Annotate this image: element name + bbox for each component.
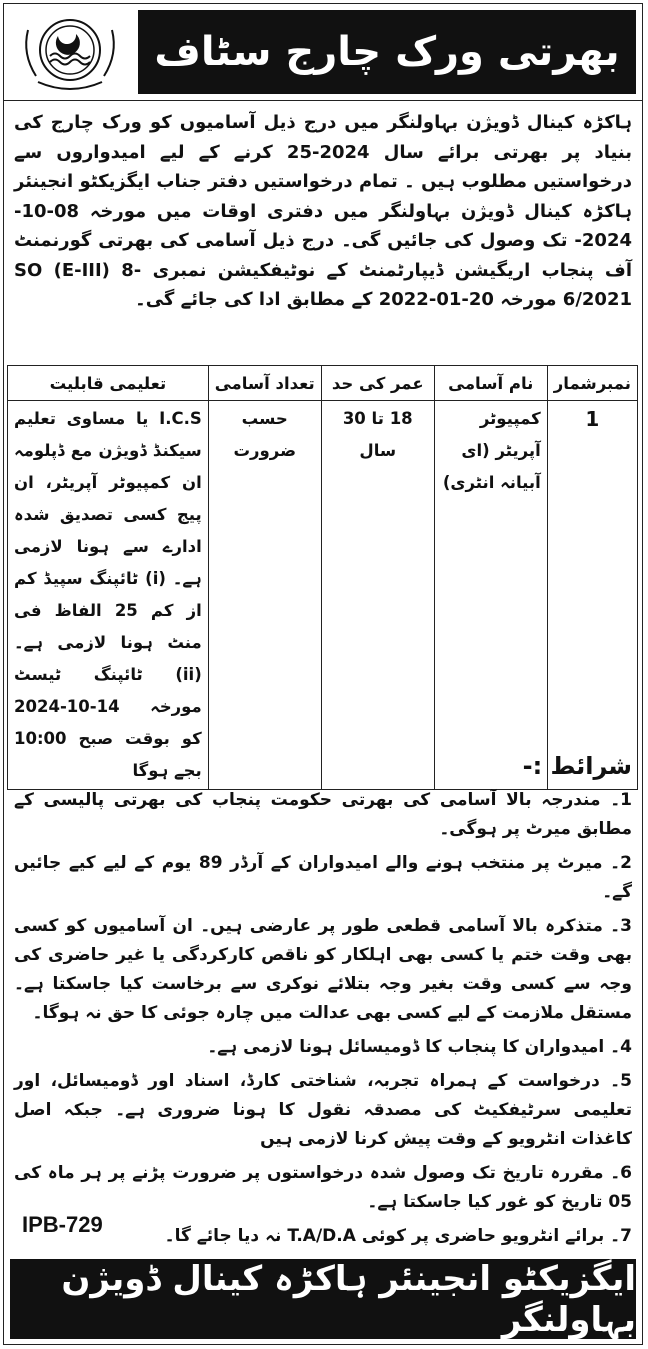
condition-item: 2۔ میرٹ پر منتخب ہونے والے امیدواران کے آرڈر 89 یوم کے لیے کیے جائیں گے۔ [14, 853, 632, 902]
cell-post: کمپیوٹر آپریٹر (ای آبیانہ انٹری) [434, 401, 547, 790]
page-title: بھرتی ورک چارج سٹاف [138, 10, 636, 94]
header-age: عمر کی حد [321, 366, 434, 401]
condition-item: 6۔ مقررہ تاریخ تک وصول شدہ درخواستوں پر ضرورت پڑنے پر ہر ماہ کی 05 تاریخ کو غور کیا جاسکتا ہے۔ [14, 1163, 632, 1212]
header-post: نام آسامی [434, 366, 547, 401]
vacancy-table [7, 365, 638, 790]
header-serial: نمبرشمار [547, 366, 637, 401]
intro-paragraph: ہاکڑہ کینال ڈویژن بہاولنگر میں درج ذیل آسامیوں کو ورک چارج کی بنیاد پر بھرتی برائے سال 2024-25 کرنے کے لیے امیدواروں سے درخواستیں مطلوب ہیں ۔ تمام درخواستیں دفتر جناب ایگزیکٹو انجینئر ہاکڑہ کینال ڈویژن بہاولنگر میں دفتری اوقات میں مورخہ 08-10-2024- تک وصول کی جائیں گی۔ درج ذیل آسامی کی بھرتی گورنمنٹ آف پنجاب اریگیشن ڈیپارٹمنٹ کے نوٹیفکیشن نمبری SO (E-III) 8-6/2021 مورخہ 20-01-2022 کے مطابق ادا کی جائے گی۔ [14, 112, 632, 310]
header [4, 4, 642, 101]
advertisement-frame [3, 3, 643, 1345]
cell-count: حسب ضرورت [208, 401, 321, 790]
reference-number: IPB-729 [22, 1212, 103, 1237]
header-qualification: تعلیمی قابلیت [8, 366, 209, 401]
punjab-emblem-icon [14, 10, 126, 94]
table-row [8, 401, 638, 790]
condition-item: 5۔ درخواست کے ہمراہ تجربہ، شناختی کارڈ، اسناد اور ڈومیسائل، اور تعلیمی سرٹیفکیٹ کی مصدقہ نقول کا ہونا ضروری ہے۔ جبکہ اصل کاغذات انٹرویو کے وقت پیش کرنا لازمی ہیں [14, 1071, 632, 1149]
footer-signatory: ایگزیکٹو انجینئر ہاکڑہ کینال ڈویژن بہاولنگر [10, 1259, 636, 1339]
header-count: تعداد آسامی [208, 366, 321, 401]
table-header-row [8, 366, 638, 401]
condition-item: 3۔ متذکرہ بالا آسامی قطعی طور پر عارضی ہیں۔ ان آسامیوں کو کسی بھی وقت ختم یا کسی بھی اہلکار کو ناقص کارکردگی یا غیر حاضری کی وجہ سے کسی وقت بغیر وجہ بتلائے نوکری سے برخاست کیا جاسکتا ہے۔ مستقل ملازمت کے لیے کسی بھی عدالت میں چارہ جوئی کا حق نہ ہوگا۔ [14, 916, 632, 1023]
condition-item: 7۔ برائے انٹرویو حاضری پر کوئی T.A/D.A نہ دیا جائے گا۔ [164, 1226, 632, 1246]
cell-age: 18 تا 30 سال [321, 401, 434, 790]
conditions-heading: شرائط :- [522, 752, 632, 780]
condition-item: 4۔ امیدواران کا پنجاب کا ڈومیسائل ہونا لازمی ہے۔ [207, 1037, 632, 1057]
condition-item: 1۔ مندرجہ بالا آسامی کی بھرتی حکومت پنجاب کی بھرتی پالیسی کے مطابق میرٹ پر ہوگی۔ [14, 790, 632, 839]
conditions-section [14, 752, 632, 1256]
cell-serial: 1 [547, 401, 637, 790]
cell-qualification: I.C.S یا مساوی تعلیم سیکنڈ ڈویژن مع ڈپلومہ ان کمپیوٹر آپریٹر، ان پیج کسی تصدیق شدہ ادارے سے ہونا لازمی ہے۔ (i) ٹائپنگ سپیڈ کم از کم 25 الفاظ فی منٹ ہونا لازمی ہے۔ (ii) ٹائپنگ ٹیسٹ مورخہ 14-10-2024 کو بوقت صبح 10:00 بجے ہوگا [8, 401, 209, 790]
